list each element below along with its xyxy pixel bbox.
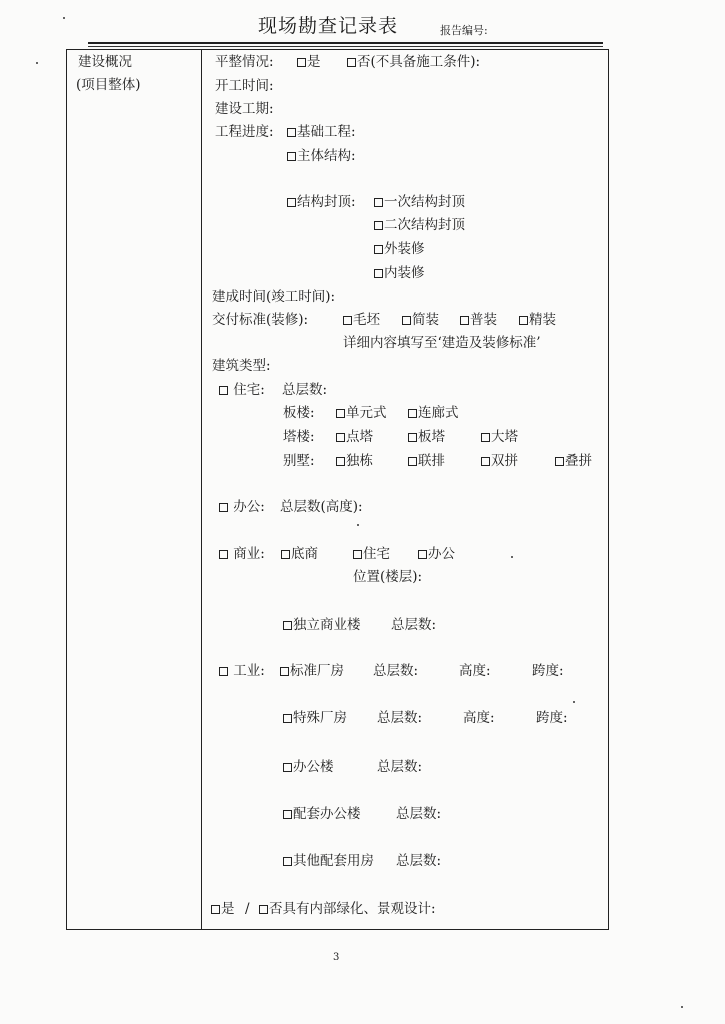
checkbox[interactable] <box>374 198 383 207</box>
supporting-office-option[interactable] <box>283 808 361 822</box>
corridor-option[interactable] <box>408 407 459 421</box>
interior-label: 内装修 <box>384 265 425 281</box>
other-supporting-floors-label: 总层数: <box>396 853 442 869</box>
flat-label: 平整情况: <box>215 54 274 70</box>
checkbox[interactable] <box>402 316 411 325</box>
commercial-option[interactable] <box>219 548 265 562</box>
checkbox[interactable] <box>283 810 292 819</box>
foundation-option[interactable] <box>287 126 356 140</box>
office-building-option[interactable] <box>283 761 334 775</box>
office-building-label: 办公楼 <box>293 759 334 775</box>
checkbox[interactable] <box>408 433 417 442</box>
duplex-label: 双拼 <box>491 453 518 469</box>
capping-label: 结构封顶: <box>297 194 356 210</box>
standalone-commercial-option[interactable] <box>283 619 361 633</box>
commercial-office-option[interactable] <box>418 548 455 562</box>
first-capping-label: 一次结构封顶 <box>384 194 465 210</box>
building-type-label: 建筑类型: <box>212 358 271 374</box>
special-plant-option[interactable] <box>283 712 347 726</box>
checkbox[interactable] <box>347 58 356 67</box>
flat-no-label: 否(不具备施工条件): <box>357 54 481 70</box>
tower-label: 塔楼: <box>283 429 315 445</box>
standard-plant-floors-label: 总层数: <box>373 663 419 679</box>
exterior-label: 外装修 <box>384 241 425 257</box>
checkbox[interactable] <box>287 152 296 161</box>
detached-option[interactable] <box>336 455 373 469</box>
stacked-option[interactable] <box>555 455 592 469</box>
scan-speck <box>36 62 38 64</box>
special-plant-label: 特殊厂房 <box>293 710 347 726</box>
checkbox[interactable] <box>219 667 228 676</box>
section-subtitle: (项目整体) <box>76 77 141 93</box>
corridor-label: 连廊式 <box>418 405 459 421</box>
checkbox[interactable] <box>418 550 427 559</box>
delivery-label: 交付标准(装修): <box>212 312 309 328</box>
delivery-note: 详细内容填写至‘建造及装修标准’ <box>343 335 541 351</box>
checkbox[interactable] <box>287 198 296 207</box>
single-unit-label: 单元式 <box>346 405 387 421</box>
duplex-option[interactable] <box>481 455 518 469</box>
checkbox[interactable] <box>519 316 528 325</box>
second-capping-label: 二次结构封顶 <box>384 217 465 233</box>
flat-no-option[interactable] <box>347 56 480 70</box>
office-option[interactable] <box>219 501 265 515</box>
column-divider <box>201 49 202 930</box>
second-capping-option[interactable] <box>374 219 465 233</box>
delivery-fine-option[interactable] <box>519 314 556 328</box>
checkbox[interactable] <box>374 245 383 254</box>
checkbox[interactable] <box>481 433 490 442</box>
page-number: 3 <box>333 952 340 963</box>
big-tower-option[interactable] <box>481 431 518 445</box>
flat-yes-label: 是 <box>307 54 321 70</box>
delivery-standard-label: 普装 <box>470 312 497 328</box>
standalone-commercial-label: 独立商业楼 <box>293 617 361 633</box>
checkbox[interactable] <box>343 316 352 325</box>
header-rule-thick <box>88 42 603 44</box>
checkbox[interactable] <box>336 433 345 442</box>
base-shops-option[interactable] <box>281 548 318 562</box>
start-time-label: 开工时间: <box>215 78 274 94</box>
greening-yes-option[interactable] <box>211 903 235 917</box>
main-structure-label: 主体结构: <box>297 148 356 164</box>
point-tower-label: 点塔 <box>346 429 373 445</box>
commercial-office-label: 办公 <box>428 546 455 562</box>
residential-label: 住宅: <box>233 382 265 398</box>
checkbox[interactable] <box>481 457 490 466</box>
foundation-label: 基础工程: <box>297 124 356 140</box>
residential-option[interactable] <box>219 384 265 398</box>
scan-speck <box>681 1006 683 1008</box>
checkbox[interactable] <box>219 550 228 559</box>
checkbox[interactable] <box>283 621 292 630</box>
row-house-option[interactable] <box>408 455 445 469</box>
detached-label: 独栋 <box>346 453 373 469</box>
commercial-residential-label: 住宅 <box>363 546 390 562</box>
stacked-label: 叠拼 <box>565 453 592 469</box>
greening-yes-label: 是 <box>221 901 235 917</box>
slab-label: 板楼: <box>283 405 315 421</box>
checkbox[interactable] <box>374 221 383 230</box>
greening-no-option[interactable] <box>259 903 436 917</box>
checkbox[interactable] <box>281 550 290 559</box>
progress-label: 工程进度: <box>215 124 274 140</box>
interior-option[interactable] <box>374 267 425 281</box>
row-house-label: 联排 <box>418 453 445 469</box>
checkbox[interactable] <box>259 905 268 914</box>
capping-option[interactable] <box>287 196 356 210</box>
delivery-raw-label: 毛坯 <box>353 312 380 328</box>
checkbox[interactable] <box>283 857 292 866</box>
main-structure-option[interactable] <box>287 150 356 164</box>
checkbox[interactable] <box>211 905 220 914</box>
delivery-simple-option[interactable] <box>402 314 439 328</box>
checkbox[interactable] <box>555 457 564 466</box>
scan-speck <box>573 701 575 703</box>
slab-tower-label: 板塔 <box>418 429 445 445</box>
delivery-fine-label: 精装 <box>529 312 556 328</box>
exterior-option[interactable] <box>374 243 425 257</box>
checkbox[interactable] <box>374 269 383 278</box>
checkbox[interactable] <box>219 503 228 512</box>
checkbox[interactable] <box>287 128 296 137</box>
scan-speck <box>63 17 65 19</box>
special-plant-floors-label: 总层数: <box>377 710 423 726</box>
big-tower-label: 大塔 <box>491 429 518 445</box>
residential-floors-label: 总层数: <box>282 382 328 398</box>
checkbox[interactable] <box>408 457 417 466</box>
special-plant-height-label: 高度: <box>463 710 495 726</box>
industrial-option[interactable] <box>219 665 265 679</box>
greening-slash: / <box>245 901 250 917</box>
office-building-floors-label: 总层数: <box>377 759 423 775</box>
commercial-position-label: 位置(楼层): <box>353 569 423 585</box>
standard-plant-option[interactable] <box>280 665 344 679</box>
checkbox[interactable] <box>283 714 292 723</box>
scan-speck <box>511 556 513 558</box>
delivery-raw-option[interactable] <box>343 314 380 328</box>
special-plant-span-label: 跨度: <box>536 710 568 726</box>
standard-plant-label: 标准厂房 <box>290 663 344 679</box>
checkbox[interactable] <box>336 457 345 466</box>
point-tower-option[interactable] <box>336 431 373 445</box>
office-floors-label: 总层数(高度): <box>280 499 363 515</box>
first-capping-option[interactable] <box>374 196 465 210</box>
commercial-label: 商业: <box>233 546 265 562</box>
checkbox[interactable] <box>280 667 289 676</box>
other-supporting-label: 其他配套用房 <box>293 853 374 869</box>
single-unit-option[interactable] <box>336 407 387 421</box>
standard-plant-height-label: 高度: <box>459 663 491 679</box>
header-rule-thin <box>88 46 603 47</box>
page-title: 现场勘查记录表 <box>258 15 399 37</box>
delivery-standard-option[interactable] <box>460 314 497 328</box>
standalone-floors-label: 总层数: <box>391 617 437 633</box>
supporting-office-label: 配套办公楼 <box>293 806 361 822</box>
checkbox[interactable] <box>353 550 362 559</box>
completion-time-label: 建成时间(竣工时间): <box>212 289 336 305</box>
industrial-label: 工业: <box>233 663 265 679</box>
slab-tower-option[interactable] <box>408 431 445 445</box>
checkbox[interactable] <box>336 409 345 418</box>
checkbox[interactable] <box>283 763 292 772</box>
survey-table <box>66 49 609 930</box>
checkbox[interactable] <box>219 386 228 395</box>
checkbox[interactable] <box>297 58 306 67</box>
section-title: 建设概况 <box>78 54 132 70</box>
standard-plant-span-label: 跨度: <box>532 663 564 679</box>
checkbox[interactable] <box>460 316 469 325</box>
other-supporting-option[interactable] <box>283 855 374 869</box>
report-number-label: 报告编号: <box>440 24 488 37</box>
greening-question-label: 否具有内部绿化、景观设计: <box>269 901 436 917</box>
supporting-office-floors-label: 总层数: <box>396 806 442 822</box>
base-shops-label: 底商 <box>291 546 318 562</box>
duration-label: 建设工期: <box>215 101 274 117</box>
checkbox[interactable] <box>408 409 417 418</box>
flat-yes-option[interactable] <box>297 56 321 70</box>
office-label: 办公: <box>233 499 265 515</box>
villa-label: 别墅: <box>283 453 315 469</box>
commercial-residential-option[interactable] <box>353 548 390 562</box>
scan-speck <box>357 524 359 526</box>
delivery-simple-label: 简装 <box>412 312 439 328</box>
